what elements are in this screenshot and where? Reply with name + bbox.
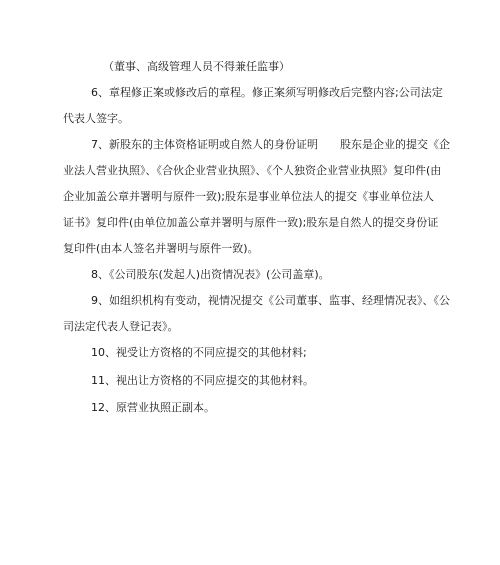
text-line: 复印件(由本人签名并署明与原件一致)。 [63,242,259,255]
text-line: （董事、高级管理人员不得兼任监事） [103,60,290,73]
text-line: 6、章程修正案或修改后的章程。修正案须写明修改后完整内容;公司法定 [91,86,443,99]
text-line: 9、如组织机构有变动，视情况提交《公司董事、监事、经理情况表》、《公 [91,294,450,307]
text-line: 企业加盖公章并署明与原件一致);股东是事业单位法人的提交《事业单位法人 [63,190,434,203]
text-line: 司法定代表人登记表》。 [63,320,179,333]
text-line: 7、新股东的主体资格证明或自然人的身份证明 股东是企业的提交《企 [91,138,450,151]
text-line: 11、视出让方资格的不同应提交的其他材料。 [91,374,314,387]
text-line: 代表人签字。 [63,112,129,125]
text-line: 证书》复印件(由单位加盖公章并署明与原件一致);股东是自然人的提交身份证 [63,216,439,229]
text-line: 12、原营业执照正副本。 [91,401,215,414]
text-line: 8、《公司股东(发起人)出资情况表》(公司盖章)。 [91,268,330,281]
text-line: 10、视受让方资格的不同应提交的其他材料; [91,346,307,359]
text-line: 业法人营业执照》、《合伙企业营业执照》、《个人独资企业营业执照》复印件(由 [63,164,442,177]
